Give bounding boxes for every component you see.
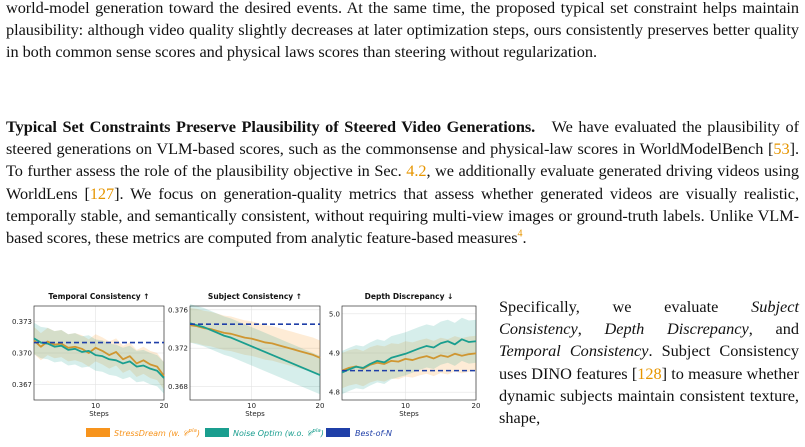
citation-link[interactable]: 53 [773, 139, 790, 159]
figure-svg [0, 286, 490, 442]
legend-label-stress: StressDream (w. 𝒞$^{pla}$) [114, 428, 200, 438]
paragraph-text: world-model generation toward the desired events. At the same time, the proposed typical set constraint helps maintain plausibility: although video quality slightly decreases at later optimization steps, ours consistently preserves better quality in both common sense scores and physical laws scores than steering without regularization. [6, 0, 799, 62]
legend-label-bon: Best-of-N [355, 429, 393, 438]
y-tick-label: 0.370 [11, 349, 32, 358]
x-axis-label: Steps [89, 410, 109, 418]
footnote-link[interactable]: 4 [517, 228, 523, 240]
y-tick-label: 5.0 [328, 310, 340, 319]
paragraph-text: . [522, 228, 527, 248]
chart-panel-3 [329, 292, 481, 418]
citation-link[interactable]: 128 [637, 363, 662, 383]
paragraph-text: . Subject Consistency uses DINO features [ [499, 341, 800, 383]
x-axis-label: Steps [245, 410, 265, 418]
chart-title: Temporal Consistency ↑ [48, 292, 150, 301]
series-band-noise [342, 318, 476, 394]
chart-panel-1 [12, 292, 169, 418]
figure-plots [0, 286, 490, 442]
paragraph-text: ]. We focus on generation-quality metrics that assess whether generated videos are visually realistic, temporally stable, and semantically consistent, without requiring multi-view images or ground-truth labels. Unlike VLM-based scores, these metrics are computed from analytic feature-based measures [6, 183, 799, 248]
x-tick-label: 20 [315, 402, 325, 410]
x-tick-label: 20 [471, 402, 481, 410]
chart-panel-2 [168, 292, 325, 418]
paragraph-text: Specifically, we evaluate [499, 297, 752, 316]
x-tick-label: 10 [91, 402, 101, 410]
x-tick-label: 20 [159, 402, 169, 410]
paragraph-text: , we additionally evaluate generated driving videos using WorldLens [ [6, 161, 799, 203]
paragraph-text: ] to measure whether dynamic subjects maintain consistent texture, shape, [499, 363, 799, 428]
chart-title: Subject Consistency ↑ [207, 292, 303, 301]
citation-link[interactable]: 127 [89, 183, 115, 203]
series-band-noise [34, 323, 164, 394]
paragraph-text: , and [748, 319, 799, 339]
metric-name: Depth Discrepancy [604, 319, 749, 339]
legend-swatch-bon [326, 428, 350, 437]
chart-title: Depth Discrepancy ↓ [364, 292, 454, 301]
y-tick-label: 0.373 [11, 318, 32, 327]
x-tick-label: 10 [401, 402, 410, 410]
y-tick-label: 4.9 [328, 349, 340, 358]
body-paragraph-1 [6, 0, 799, 64]
paragraph-heading: Typical Set Constraints Preserve Plausibility of Steered Video Generations. [6, 117, 536, 136]
legend-swatch-stress [86, 428, 110, 437]
metric-name: Temporal Consistency [499, 341, 649, 361]
legend [86, 428, 392, 438]
paragraph-text: , [577, 319, 605, 339]
metric-name: Subject Consistency [499, 297, 799, 339]
series-band-noise [190, 304, 320, 394]
y-tick-label: 0.367 [11, 380, 32, 389]
x-axis-label: Steps [399, 410, 419, 418]
legend-label-noise: Noise Optim (w.o. 𝒞$^{pla}$) [233, 428, 324, 438]
y-tick-label: 0.372 [167, 344, 188, 353]
body-paragraph-3 [499, 296, 799, 429]
x-tick-label: 10 [247, 402, 257, 410]
y-tick-label: 0.368 [167, 383, 188, 392]
charts-layer [12, 292, 481, 418]
y-tick-label: 0.376 [167, 306, 188, 315]
section-link[interactable]: 4.2 [406, 161, 427, 181]
legend-swatch-noise [205, 428, 229, 437]
y-tick-label: 4.8 [328, 388, 340, 397]
paragraph-text: We have evaluated the plausibility of steered generations on VLM-based scores, such as the commonsense and physical-law scores in WorldModelBench [ [6, 117, 799, 159]
body-paragraph-2 [6, 116, 799, 249]
paragraph-text: ]. To further assess the role of the plausibility objective in Sec. [6, 139, 799, 181]
